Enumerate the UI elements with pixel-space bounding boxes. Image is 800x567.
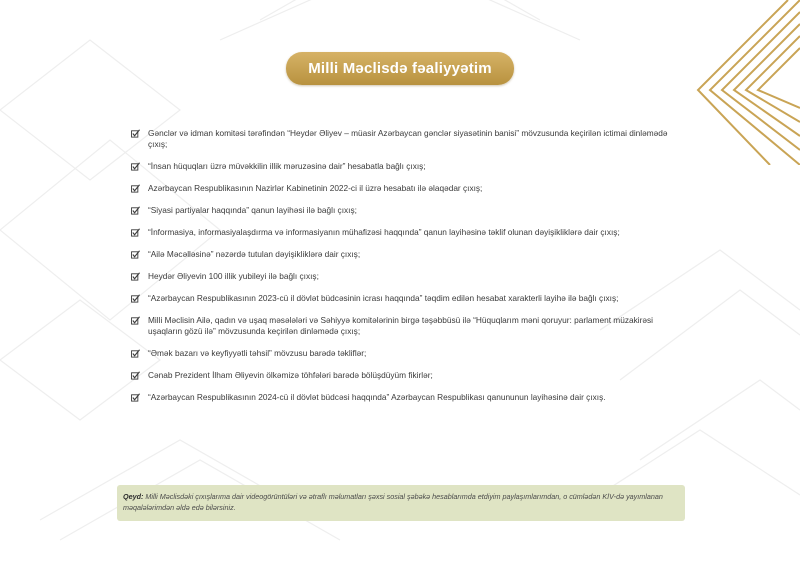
checkbox-check-icon <box>131 349 140 358</box>
list-item <box>130 315 675 337</box>
checkbox-check-icon <box>131 393 140 402</box>
checkbox-check-icon <box>131 316 140 325</box>
list-item <box>130 271 675 282</box>
checkbox-check-icon <box>131 250 140 259</box>
list-item <box>130 348 675 359</box>
list-item <box>130 249 675 260</box>
list-item <box>130 205 675 216</box>
list-item-text: “Əmək bazarı və keyfiyyətli təhsil” mövzusu barədə təkliflər; <box>148 348 367 358</box>
list-item-text: “İnsan hüquqları üzrə müvəkkilin illik məruzəsinə dair” hesabatla bağlı çıxış; <box>148 161 426 171</box>
list-item-text: “Siyasi partiyalar haqqında” qanun layihəsi ilə bağlı çıxış; <box>148 205 357 215</box>
list-item <box>130 370 675 381</box>
list-item-text: Gənclər və idman komitəsi tərəfindən “Heydər Əliyev – müasir Azərbaycan gənclər siyasətinin banisi” mövzusunda keçirilən ictimai dinləmədə çıxış; <box>148 128 668 149</box>
checkbox-check-icon <box>131 129 140 138</box>
note-label: Qeyd: <box>123 492 144 501</box>
page-title: Milli Məclisdə fəaliyyətim <box>286 52 514 85</box>
list-item-text: Azərbaycan Respublikasının Nazirlər Kabinetinin 2022-ci il üzrə hesabatı ilə əlaqədar çıxış; <box>148 183 483 193</box>
list-item <box>130 183 675 194</box>
list-item-text: “Azərbaycan Respublikasının 2023-cü il dövlət büdcəsinin icrası haqqında” təqdim edilən hesabat xarakterli layihə ilə bağlı çıxış; <box>148 293 619 303</box>
checkbox-check-icon <box>131 206 140 215</box>
list-item <box>130 128 675 150</box>
checkbox-check-icon <box>131 162 140 171</box>
list-item-text: Cənab Prezident İlham Əliyevin ölkəmizə töhfələri barədə bölüşdüyüm fikirlər; <box>148 370 433 380</box>
note-box <box>117 485 685 521</box>
list-item-text: Milli Məclisin Ailə, qadın və uşaq məsələləri və Səhiyyə komitələrinin birgə təşəbbüsü ilə “Hüquqlarım məni qoruyur: parlament müzakirəsi uşaqların gözü ilə” mövzusunda keçirilən dinləmədə çıxış; <box>148 315 653 336</box>
gold-corner-decoration <box>690 0 800 165</box>
list-item <box>130 293 675 304</box>
list-item <box>130 392 675 403</box>
checkbox-check-icon <box>131 272 140 281</box>
checkbox-check-icon <box>131 371 140 380</box>
list-item <box>130 161 675 172</box>
checkbox-check-icon <box>131 184 140 193</box>
list-item-text: “İnformasiya, informasiyalaşdırma və informasiyanın mühafizəsi haqqında” qanun layihəsinə təklif olunan dəyişikliklərə dair çıxış; <box>148 227 620 237</box>
list-item-text: “Azərbaycan Respublikasının 2024-cü il dövlət büdcəsi haqqında” Azərbaycan Respublikası qanununun layihəsinə dair çıxış. <box>148 392 606 402</box>
list-item <box>130 227 675 238</box>
note-text: Milli Məclisdəki çıxışlarıma dair videogörüntüləri və ətraflı məlumatları şəxsi sosial şəbəkə hesablarımda etdiyim paylaşımlarımdan, o cümlədən KİV-də yayımlanan məqalələrimdən əldə edə bilərsiniz. <box>123 492 663 512</box>
list-item-text: Heydər Əliyevin 100 illik yubileyi ilə bağlı çıxış; <box>148 271 319 281</box>
checkbox-check-icon <box>131 228 140 237</box>
list-item-text: “Ailə Məcəlləsinə” nəzərdə tutulan dəyişikliklərə dair çıxış; <box>148 249 361 259</box>
checkbox-check-icon <box>131 294 140 303</box>
activity-list <box>130 128 675 414</box>
